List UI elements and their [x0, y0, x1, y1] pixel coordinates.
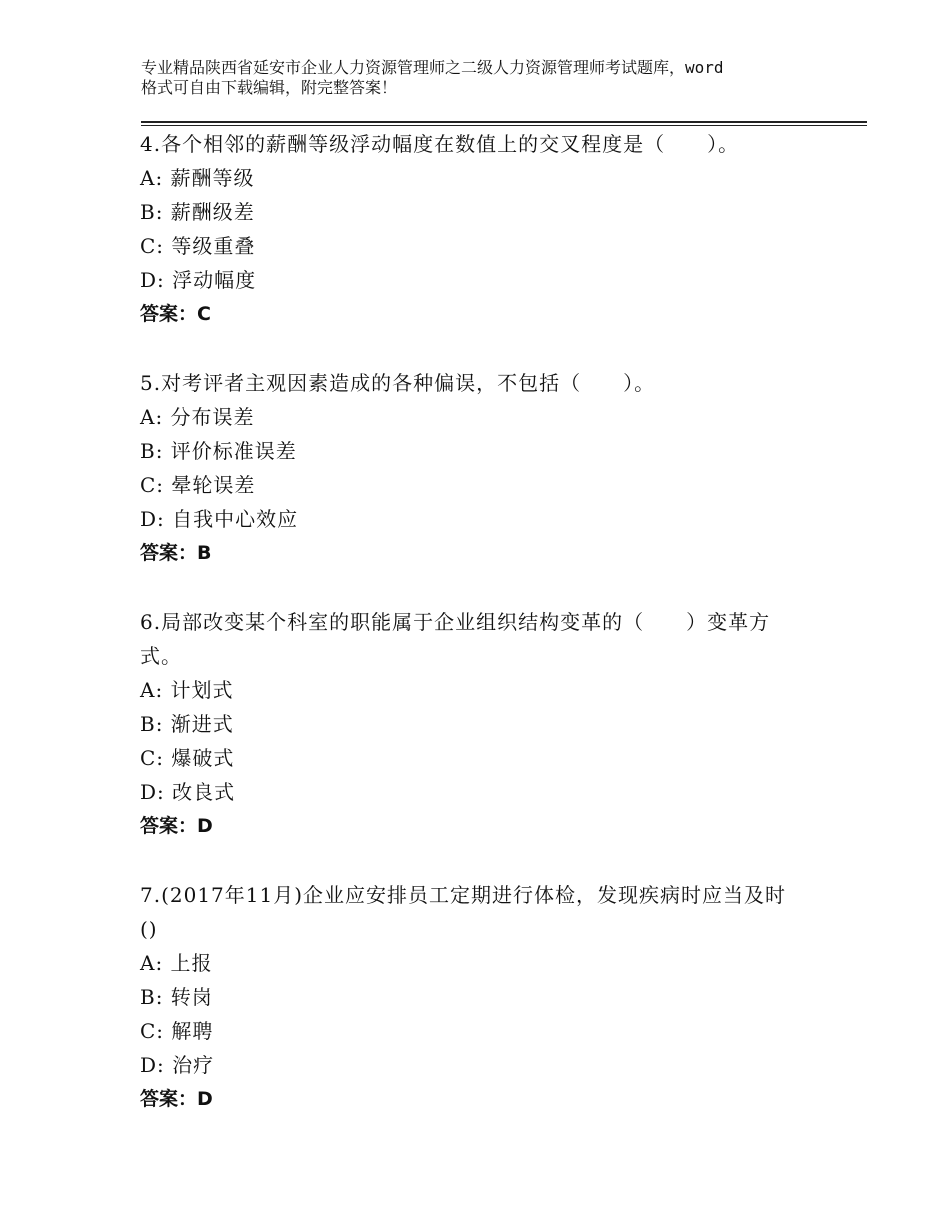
header-line-2: 格式可自由下载编辑，附完整答案！ [141, 78, 398, 97]
question-stem-line-1: 7.(2017年11月)企业应安排员工定期进行体检，发现疾病时应当及时 [140, 883, 787, 907]
option-a: A: 计划式 [140, 678, 234, 702]
header-line-1: 专业精品陕西省延安市企业人力资源管理师之二级人力资源管理师考试题库，word [141, 58, 724, 77]
option-d: D: 浮动幅度 [140, 268, 257, 292]
option-a: A: 上报 [140, 951, 213, 975]
option-c: C: 爆破式 [140, 746, 235, 770]
question-block-4 [140, 127, 820, 331]
answer-label: 答案：C [140, 303, 211, 325]
option-d: D: 自我中心效应 [140, 507, 299, 531]
question-stem-line-2: 式。 [140, 644, 182, 668]
question-block-5 [140, 366, 820, 570]
option-b: B: 薪酬级差 [140, 200, 255, 224]
option-b: B: 评价标准误差 [140, 439, 297, 463]
answer-label: 答案：D [140, 815, 213, 837]
question-stem: 5.对考评者主观因素造成的各种偏误，不包括（ ）。 [140, 371, 656, 395]
question-stem-line-2: () [140, 917, 158, 941]
question-block-6 [140, 605, 820, 843]
option-d: D: 改良式 [140, 780, 236, 804]
option-a: A: 薪酬等级 [140, 166, 255, 190]
answer-label: 答案：D [140, 1088, 213, 1110]
option-a: A: 分布误差 [140, 405, 255, 429]
question-stem: 4.各个相邻的薪酬等级浮动幅度在数值上的交叉程度是（ ）。 [140, 132, 740, 156]
question-block-7 [140, 878, 820, 1116]
header-divider-thin [141, 125, 867, 126]
option-b: B: 转岗 [140, 985, 213, 1009]
header-divider-thick [141, 121, 867, 123]
option-b: B: 渐进式 [140, 712, 234, 736]
answer-label: 答案：B [140, 542, 212, 564]
option-d: D: 治疗 [140, 1053, 215, 1077]
option-c: C: 等级重叠 [140, 234, 256, 258]
document-header [141, 58, 831, 98]
option-c: C: 解聘 [140, 1019, 214, 1043]
option-c: C: 晕轮误差 [140, 473, 256, 497]
question-stem-line-1: 6.局部改变某个科室的职能属于企业组织结构变革的（ ）变革方 [140, 610, 771, 634]
